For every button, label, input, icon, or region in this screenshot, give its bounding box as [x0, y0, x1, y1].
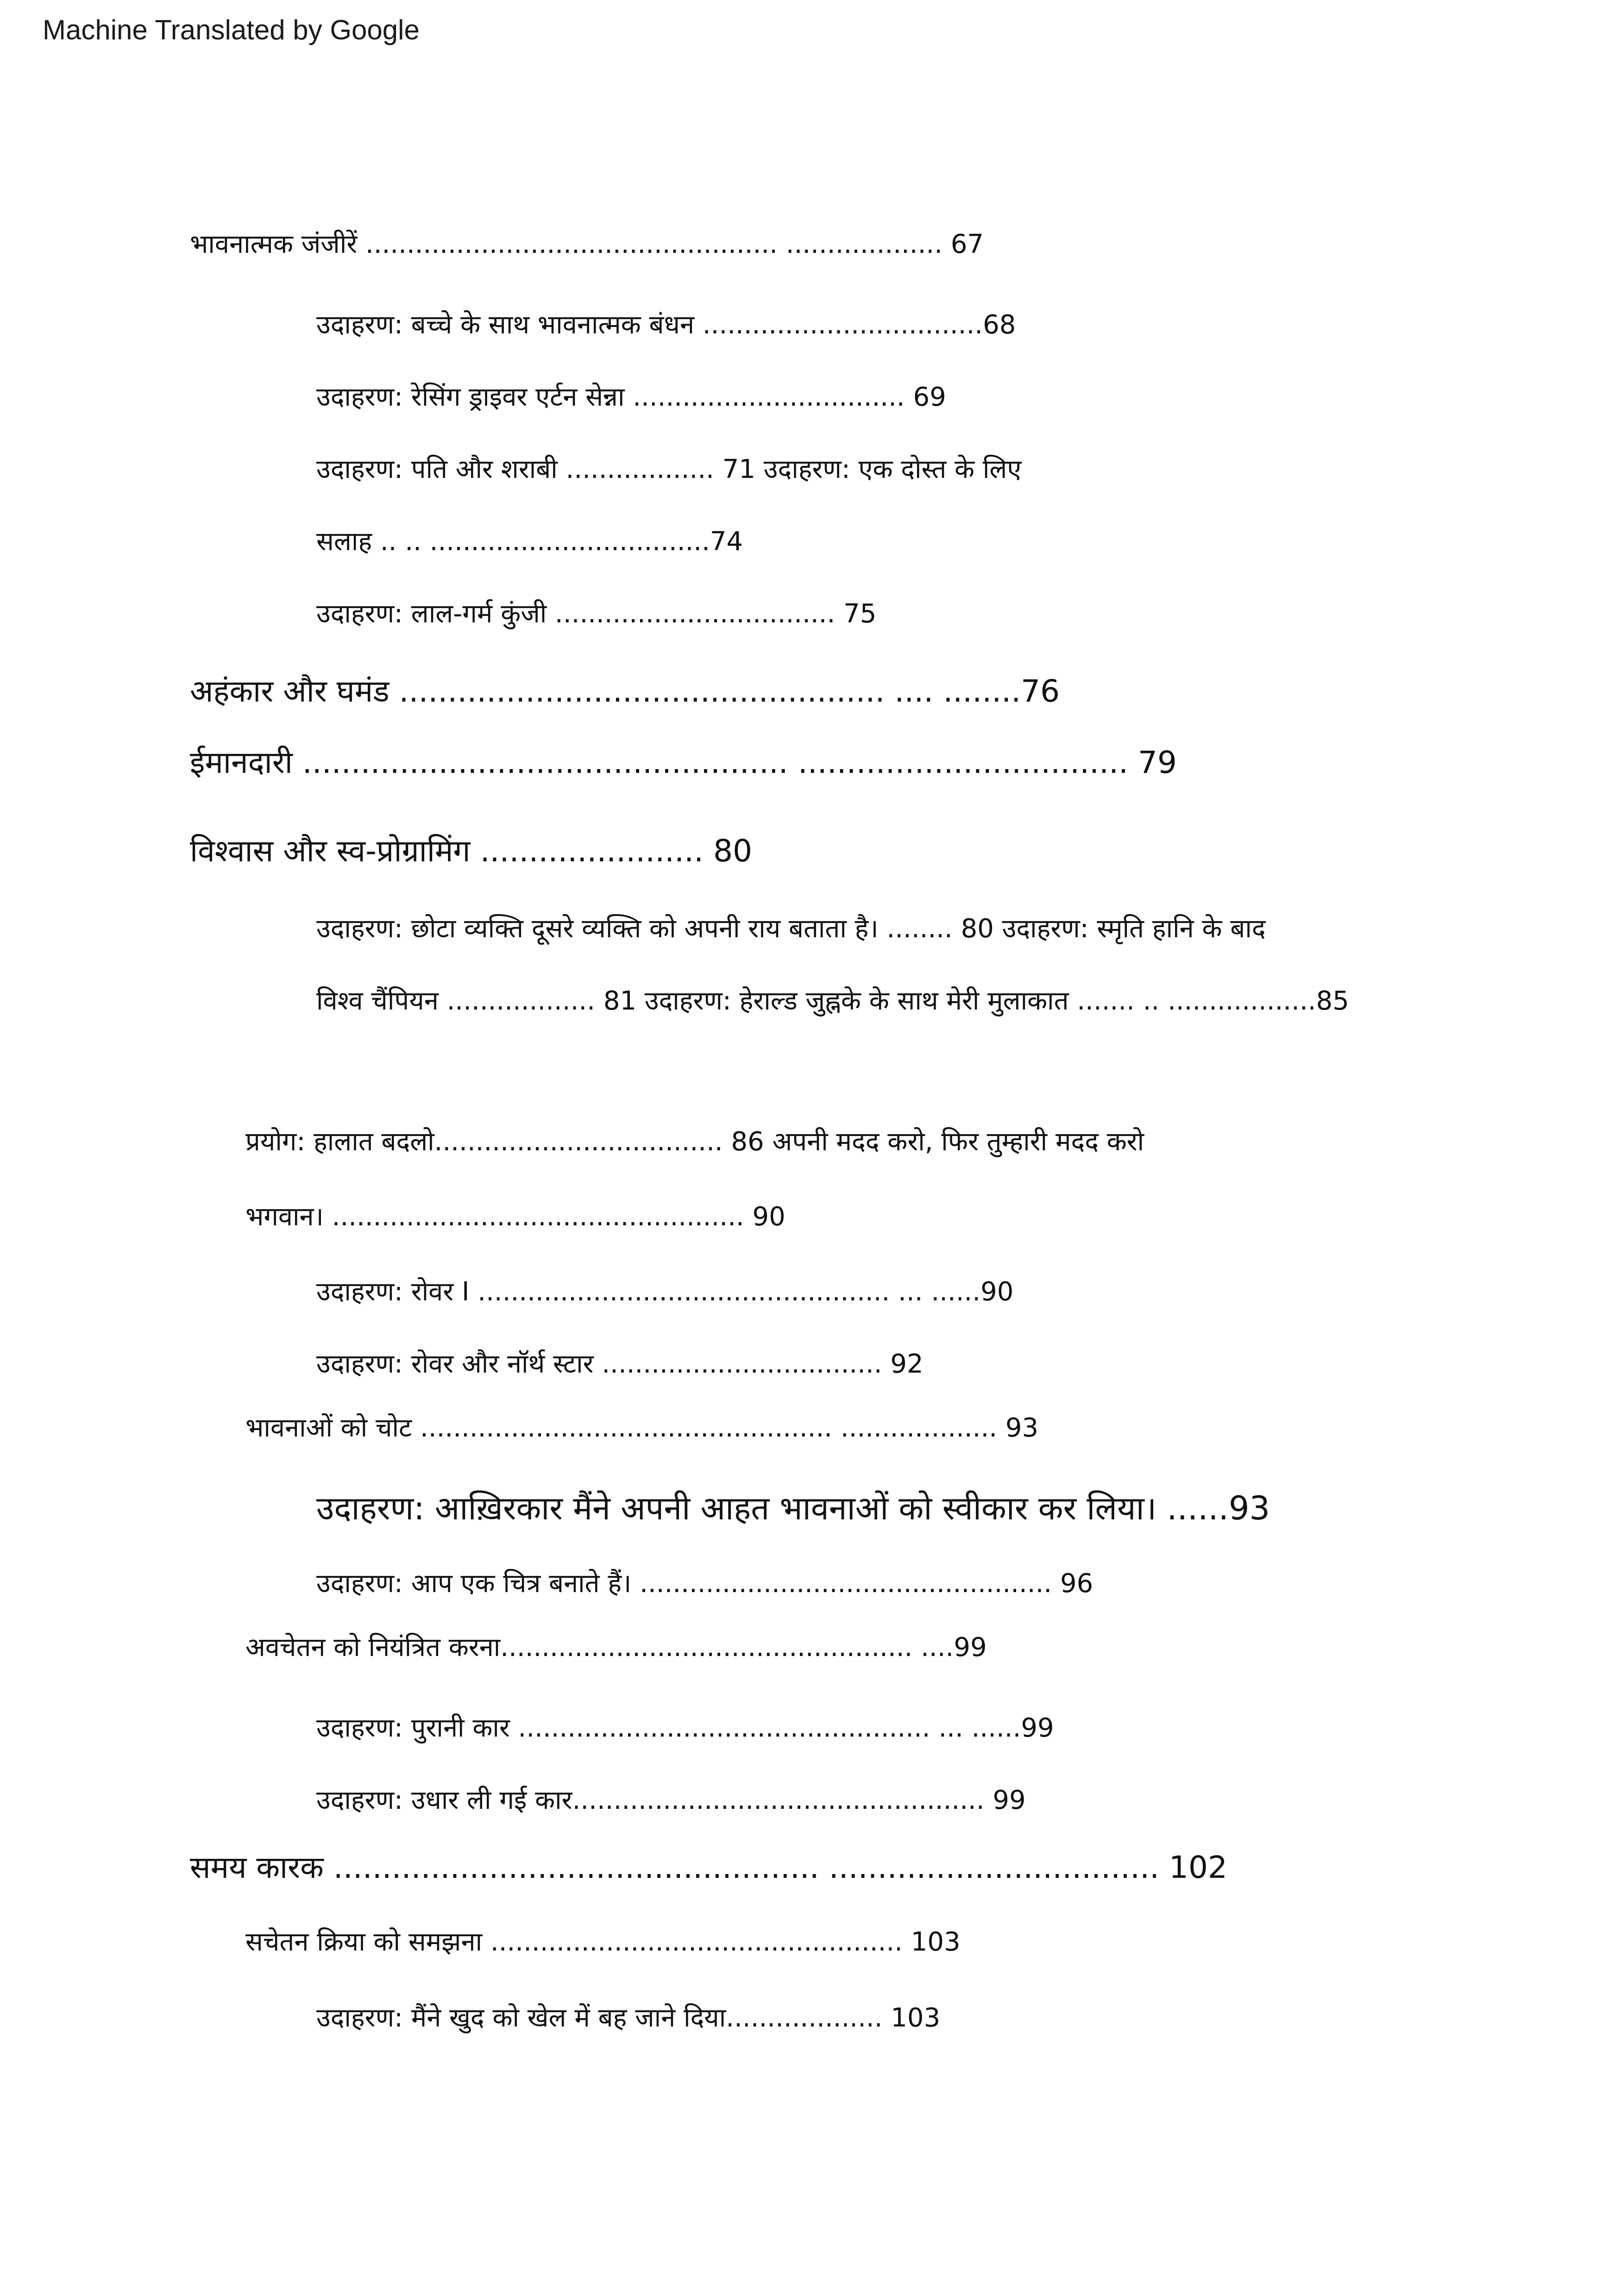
- toc-entry-advice: सलाह .. .. ..................................74: [316, 527, 743, 557]
- toc-entry-example-draw-picture: उदाहरण: आप एक चित्र बनाते हैं। .................................................. 96: [316, 1568, 1093, 1599]
- toc-entry-belief-self-programming: विश्वास और स्व-प्रोग्रामिंग ....................... 80: [190, 833, 753, 869]
- toc-entry-emotional-chains: भावनात्मक जंजीरें .................................................. ................... 67: [190, 229, 984, 259]
- toc-entry-example-borrowed-car: उदाहरण: उधार ली गई कार.................................................. 99: [316, 1785, 1026, 1815]
- toc-entry-hurt-feelings: भावनाओं को चोट .................................................. ................... 93: [245, 1413, 1039, 1443]
- toc-entry-example-old-car: उदाहरण: पुरानी कार .................................................. ... ......99: [316, 1713, 1054, 1743]
- toc-entry-controlling-subconscious: अवचेतन को नियंत्रित करना.................................................. ....99: [245, 1632, 987, 1662]
- toc-entry-example-ayrton-senna: उदाहरण: रेसिंग ड्राइवर एर्टन सेन्ना ................................. 69: [316, 382, 946, 412]
- toc-entry-world-champion: विश्व चैंपियन .................. 81 उदाहरण: हेराल्ड जुह्नके के साथ मेरी मुलाकात ....... .. ..................85: [316, 986, 1349, 1016]
- toc-entry-god: भगवान। .................................................. 90: [245, 1202, 785, 1232]
- toc-entry-honesty: ईमानदारी .................................................. .................................. 79: [190, 745, 1177, 780]
- toc-entry-example-husband-drunkard: उदाहरण: पति और शराबी .................. 71 उदाहरण: एक दोस्त के लिए: [316, 454, 1022, 484]
- toc-entry-example-child-bond: उदाहरण: बच्चे के साथ भावनात्मक बंधन ..................................68: [316, 310, 1016, 340]
- toc-entry-time-factor: समय कारक .................................................. .................................. 102: [190, 1850, 1227, 1885]
- toc-entry-example-accepted-hurt-feelings: उदाहरण: आख़िरकार मैंने अपनी आहत भावनाओं को स्वीकार कर लिया। ......93: [316, 1489, 1270, 1527]
- toc-entry-example-rover-1: उदाहरण: रोवर I .................................................. ... ......90: [316, 1277, 1014, 1307]
- toc-entry-ego-pride: अहंकार और घमंड .................................................. .... ........76: [190, 673, 1060, 709]
- toc-entry-example-swept-away-game: उदाहरण: मैंने खुद को खेल में बह जाने दिया................... 103: [316, 2003, 941, 2033]
- toc-entry-example-red-hot-key: उदाहरण: लाल-गर्म कुंजी .................................. 75: [316, 599, 877, 629]
- toc-entry-experiment-change-situation: प्रयोग: हालात बदलो................................... 86 अपनी मदद करो, फिर तुम्हारी मदद करो: [245, 1127, 1144, 1157]
- toc-entry-example-rover-north-star: उदाहरण: रोवर और नॉर्थ स्टार .................................. 92: [316, 1349, 924, 1379]
- machine-translation-watermark: Machine Translated by Google: [43, 14, 420, 45]
- toc-entry-understanding-conscious-action: सचेतन क्रिया को समझना .................................................. 103: [245, 1927, 961, 1957]
- toc-entry-example-small-person: उदाहरण: छोटा व्यक्ति दूसरे व्यक्ति को अपनी राय बताता है। ........ 80 उदाहरण: स्मृति हानि के बाद: [316, 914, 1266, 944]
